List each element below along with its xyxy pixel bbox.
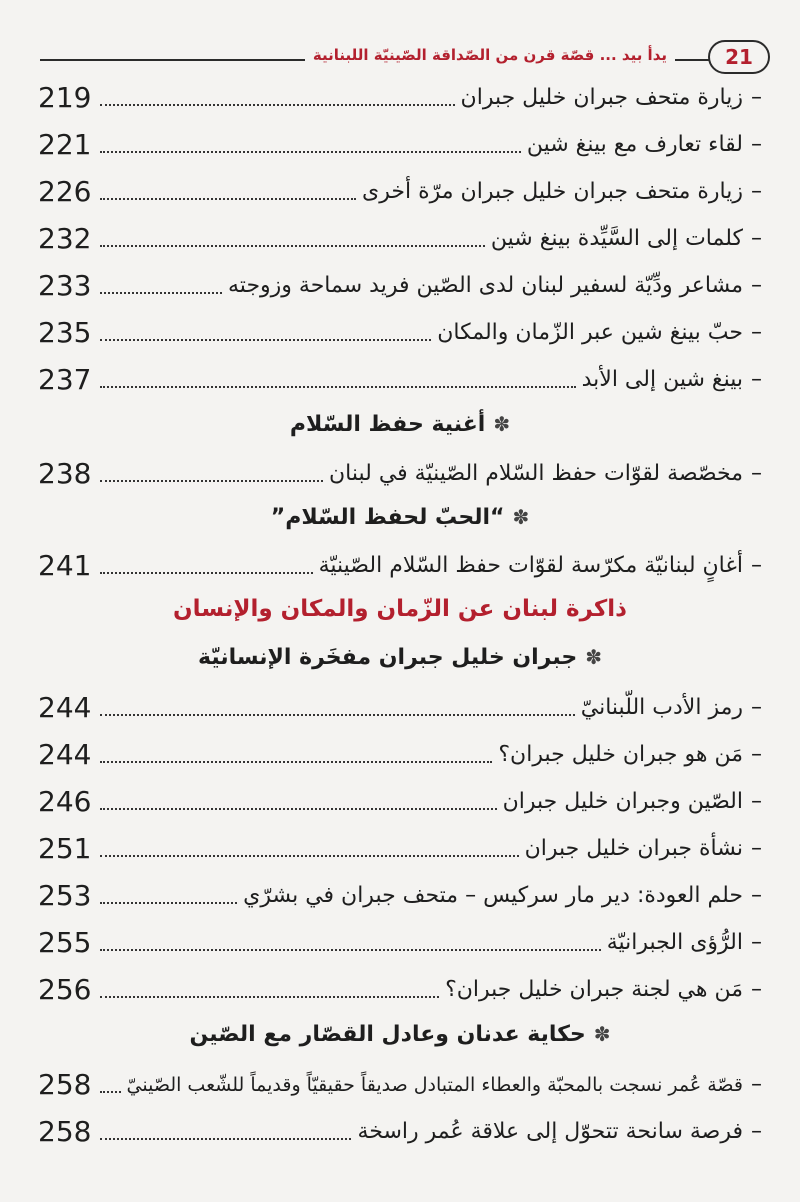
toc-entry[interactable]: – كلمات إلى السَّيِّدة بينغ شين 232 xyxy=(38,222,762,255)
toc-entry[interactable]: – مَن هو جبران خليل جبران؟ 244 xyxy=(38,738,762,771)
section-heading: ✽“الحبّ لحفظ السّلام” xyxy=(270,505,530,530)
asterisk-icon: ✽ xyxy=(593,1022,611,1046)
asterisk-icon: ✽ xyxy=(493,412,511,436)
section-heading: ✽أغنية حفظ السّلام xyxy=(289,412,511,437)
page-number: 21 xyxy=(708,40,770,74)
part-title: ذاكرة لبنان عن الزّمان والمكان والإنسان xyxy=(173,596,627,622)
toc-entry[interactable]: – أغانٍ لبنانيّة مكرّسة لقوّات حفظ السّلام الصّينيّة 241 xyxy=(38,549,762,582)
asterisk-icon: ✽ xyxy=(512,505,530,529)
toc-entry[interactable]: – مخصّصة لقوّات حفظ السّلام الصّينيّة في لبنان 238 xyxy=(38,457,762,490)
toc-entry[interactable]: – بينغ شين إلى الأبد 237 xyxy=(38,363,762,396)
toc-entry[interactable]: – الرُّؤى الجبرانيّة 255 xyxy=(38,926,762,959)
asterisk-icon: ✽ xyxy=(585,645,602,669)
toc-entry[interactable]: – فرصة سانحة تتحوّل إلى علاقة عُمر راسخة 258 xyxy=(38,1115,762,1148)
toc-entry[interactable]: – حبّ بينغ شين عبر الزّمان والمكان 235 xyxy=(38,316,762,349)
toc-entry[interactable]: – رمز الأدب اللّبنانيّ 244 xyxy=(38,691,762,724)
toc-entry[interactable]: – زيارة متحف جبران خليل جبران مرّة أخرى 226 xyxy=(38,175,762,208)
toc-entry[interactable]: – حلم العودة: دير مار سركيس – متحف جبران في بشرّي 253 xyxy=(38,879,762,912)
toc-entry[interactable]: – لقاء تعارف مع بينغ شين 221 xyxy=(38,128,762,161)
section-heading: ✽جبران خليل جبران مفخَرة الإنسانيّة xyxy=(198,645,602,670)
toc-entry[interactable]: – نشأة جبران خليل جبران 251 xyxy=(38,832,762,865)
toc-entry[interactable]: – الصّين وجبران خليل جبران 246 xyxy=(38,785,762,818)
toc-entry[interactable]: – زيارة متحف جبران خليل جبران 219 xyxy=(38,81,762,114)
section-heading: ✽حكاية عدنان وعادل القصّار مع الصّين xyxy=(189,1022,611,1047)
running-title: يدأ بيد ... قصّة قرن من الصّداقة الصّينيّة اللبنانية xyxy=(305,46,675,64)
toc-entry[interactable]: – مَن هي لجنة جبران خليل جبران؟ 256 xyxy=(38,973,762,1006)
toc-entry[interactable]: – قصّة عُمر نسجت بالمحبّة والعطاء المتبادل صديقاً حقيقيّاً وقديماً للشّعب الصّينيّ 258 xyxy=(38,1068,762,1101)
toc-entry[interactable]: – مشاعر ودِّيّة لسفير لبنان لدى الصّين فريد سماحة وزوجته 233 xyxy=(38,269,762,302)
page-header xyxy=(40,40,770,74)
